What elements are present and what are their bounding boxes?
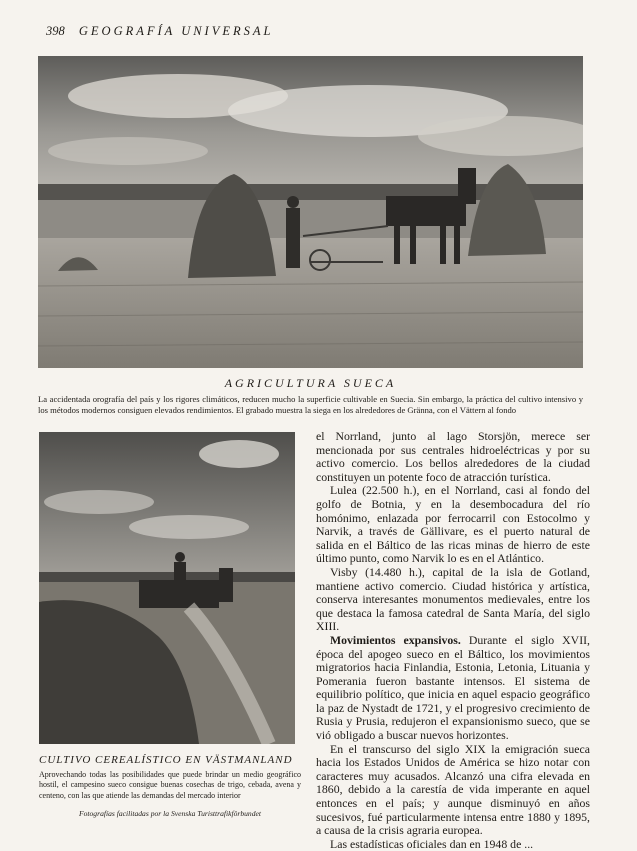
- photo-credit: Fotografías facilitadas por la Svenska Turisttrafikförbundet: [78, 809, 262, 818]
- combine-photo: [39, 432, 295, 744]
- paragraph-lulea: Lulea (22.500 h.), en el Norrland, casi al fondo del golfo de Botnia, y en la desembocadura del río homónimo, enlazada por ferrocarril con Estocolmo y Narvik, a través de Gällivare, es el puerto natural de salida en el Báltico de las ricas minas de hierro de este último punto, como Narvik lo es en el Atlántico.: [316, 483, 590, 566]
- harvest-photo: [38, 56, 583, 368]
- figure-caption: La accidentada orografía del país y los rigores climáticos, reducen mucho la superficie cultivable en Suecia. Sin embargo, la práctica del cultivo intensivo y los métodos modernos consiguen elevados rendimientos. El grabado muestra la siega en los alrededores de Gränna, con el Vättern al fondo: [38, 394, 583, 415]
- paragraph-estadisticas: Las estadísticas oficiales dan en 1948 de ...: [330, 836, 534, 851]
- section-heading: Movimientos expansivos.: [330, 632, 461, 647]
- running-title: GEOGRAFÍA UNIVERSAL: [78, 24, 274, 38]
- page-number: 398: [46, 24, 65, 38]
- figure-title: AGRICULTURA SUECA: [224, 376, 397, 390]
- figure-left-title: CULTIVO CEREALÍSTICO EN VÄSTMANLAND: [39, 754, 293, 766]
- paragraph-storsjon: el Norrland, junto al lago Storsjön, merece ser mencionada por sus centrales hidroeléctricas y por su activo comercio. Los bellos alrededores de la ciudad constituyen un potente foco de atracción turística.: [316, 429, 590, 484]
- figure-left-caption: Aprovechando todas las posibilidades que puede brindar un medio geográfico hostil, el campesino sueco consigue buenas cosechas de trigo, cebada, avena y centeno, con las que atiende las demandas del mercado interior: [39, 770, 301, 800]
- paragraph-emigracion: En el transcurso del siglo XIX la emigración sueca hacia los Estados Unidos de América se hizo notar con caracteres muy acusados. Alcanzó una cifra elevada en 1860, debido a la carestía de vida imperante en aquel entonces en el país; y aunque disminuyó en años sucesivos, fué particularmente intensa entre 1880 y 1895, a causa de la crisis agraria europea.: [316, 741, 590, 838]
- body-column: [316, 430, 590, 851]
- paragraph-movimientos: [316, 634, 590, 743]
- paragraph-visby: Visby (14.480 h.), capital de la isla de Gotland, mantiene activo comercio. Ciudad histórica y artística, conserva interesantes monumentos medievales, entre los que destaca la famosa catedral de Santa María, del siglo XIII.: [316, 564, 590, 634]
- running-header: [46, 24, 273, 39]
- paragraph-movimientos-text: Durante el siglo XVII, época del apogeo sueco en el Báltico, los movimientos migratorios hacia Finlandia, Estonia, Letonia, Lituania y Pomerania fueron bastante intensos. El sistema de equilibrio político, que inicia en aquel espacio geográfico la paz de Nystadt de 1721, y el progresivo crecimiento de Rusia y Prusia, redujeron el expansionismo sueco, que se vió obligado a buscar nuevos horizontes.: [316, 632, 591, 743]
